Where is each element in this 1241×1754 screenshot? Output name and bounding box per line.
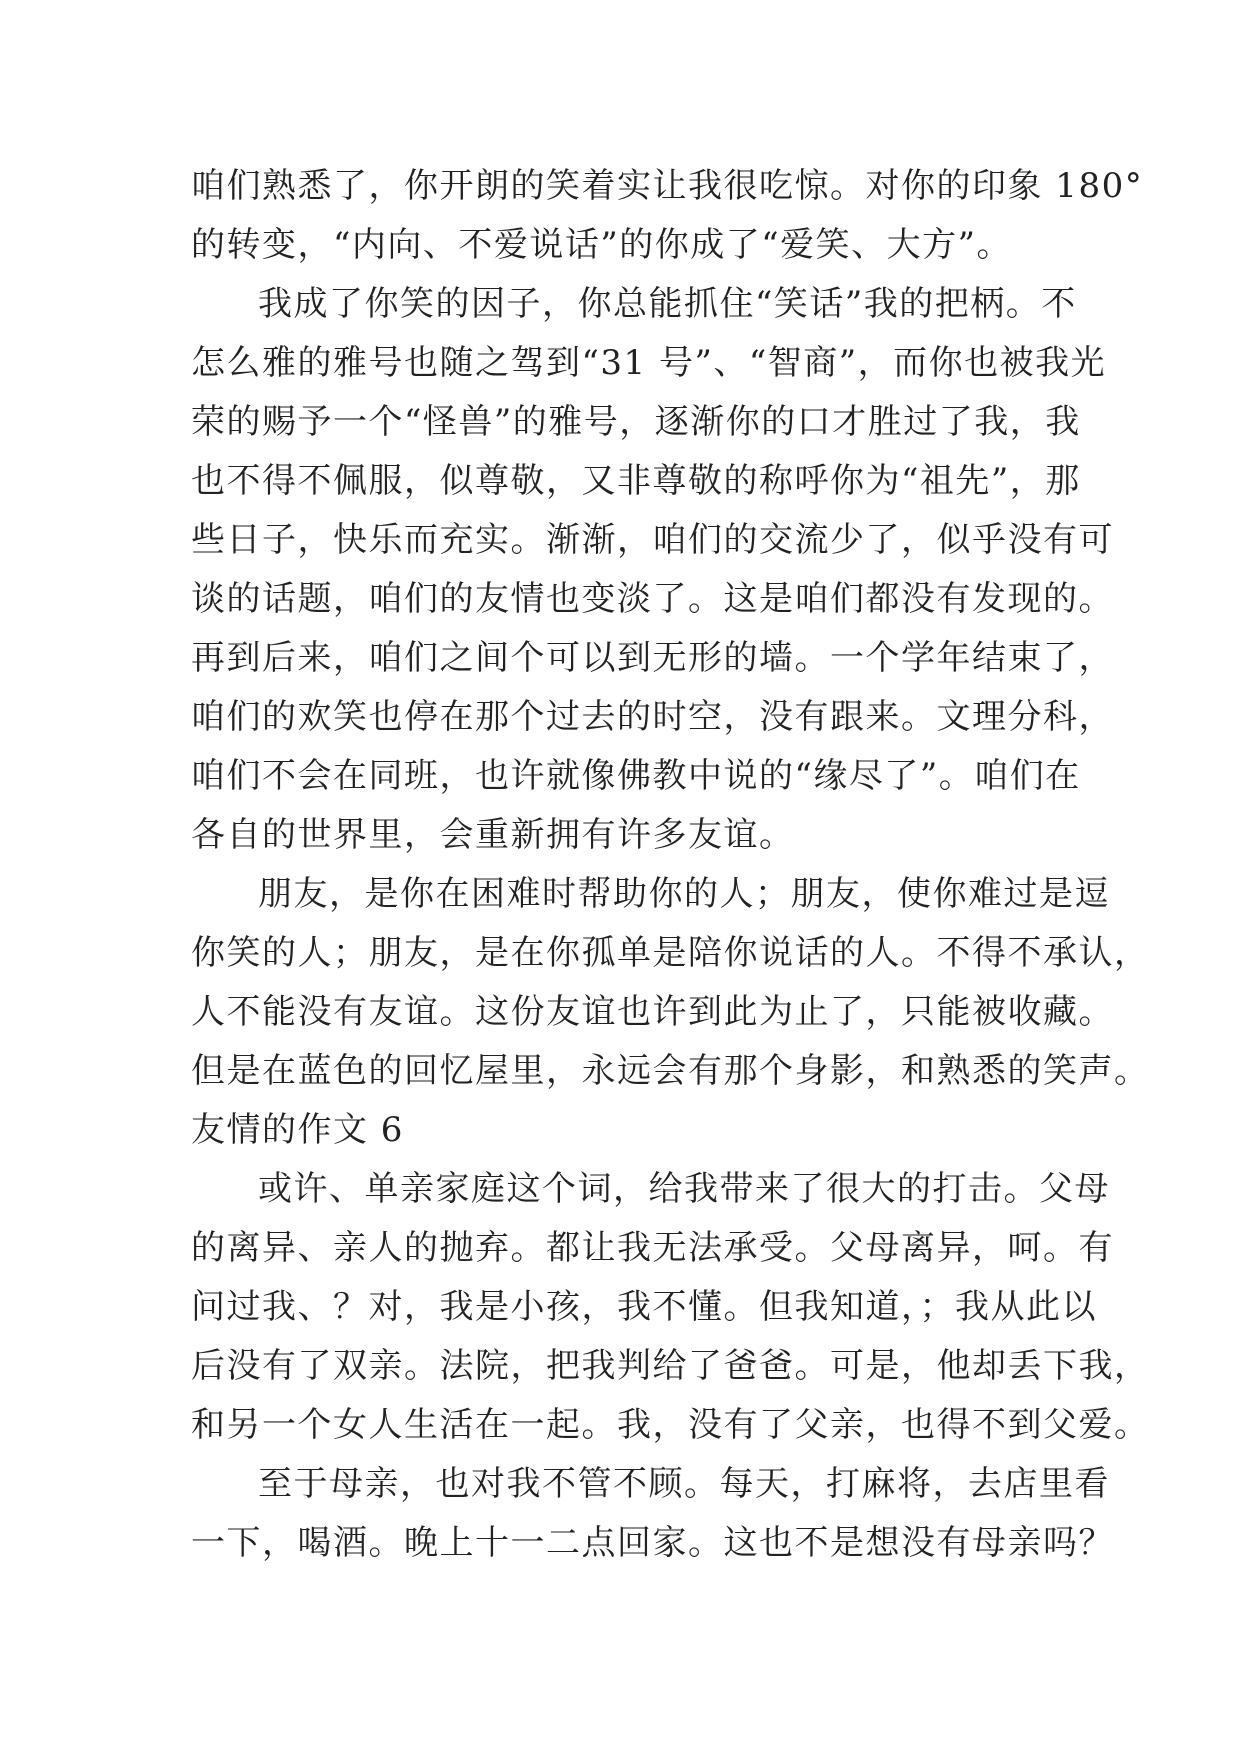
text-line: 咱们不会在同班，也许就像佛教中说的“缘尽了”。咱们在 bbox=[191, 756, 1081, 796]
text-line: 的转变，“内向、不爱说话”的你成了“爱笑、大方”。 bbox=[191, 225, 1013, 265]
text-line: 再到后来，咱们之间个可以到无形的墙。一个学年结束了， bbox=[191, 638, 1114, 678]
text-line: 的离异、亲人的抛弃。都让我无法承受。父母离异，呵。有 bbox=[191, 1228, 1114, 1268]
text-line: 但是在蓝色的回忆屋里，永远会有那个身影，和熟悉的笑声。 bbox=[191, 1051, 1150, 1091]
section-heading: 友情的作文 6 bbox=[191, 1110, 404, 1150]
paragraph-start-line: 至于母亲，也对我不管不顾。每天，打麻将，去店里看 bbox=[258, 1464, 1110, 1504]
text-line: 也不得不佩服，似尊敬，又非尊敬的称呼你为“祖先”，那 bbox=[191, 461, 1081, 501]
text-line: 和另一个女人生活在一起。我，没有了父亲，也得不到父爱。 bbox=[191, 1405, 1150, 1445]
text-line: 各自的世界里，会重新拥有许多友谊。 bbox=[191, 815, 795, 855]
text-line: 问过我、？对，我是小孩，我不懂。但我知道，；我从此以 bbox=[191, 1287, 1097, 1327]
paragraph-start-line: 我成了你笑的因子，你总能抓住“笑话”我的把柄。不 bbox=[258, 284, 1077, 324]
text-line: 谈的话题，咱们的友情也变淡了。这是咱们都没有发现的。 bbox=[191, 579, 1114, 619]
text-line: 荣的赐予一个“怪兽”的雅号，逐渐你的口才胜过了我，我 bbox=[191, 402, 1081, 442]
text-line: 后没有了双亲。法院，把我判给了爸爸。可是，他却丢下我， bbox=[191, 1346, 1150, 1386]
text-line: 一下，喝酒。晚上十一二点回家。这也不是想没有母亲吗？ bbox=[191, 1523, 1114, 1563]
text-line: 些日子，快乐而充实。渐渐，咱们的交流少了，似乎没有可 bbox=[191, 520, 1114, 560]
text-line: 你笑的人；朋友，是在你孤单是陪你说话的人。不得不承认， bbox=[191, 933, 1150, 973]
paragraph-start-line: 或许、单亲家庭这个词，给我带来了很大的打击。父母 bbox=[258, 1169, 1110, 1209]
text-line: 怎么雅的雅号也随之驾到“31 号”、“智商”，而你也被我光 bbox=[191, 343, 1107, 383]
text-line: 人不能没有友谊。这份友谊也许到此为止了，只能被收藏。 bbox=[191, 992, 1114, 1032]
text-line: 咱们熟悉了，你开朗的笑着实让我很吃惊。对你的印象 180° bbox=[191, 166, 1144, 206]
paragraph-start-line: 朋友，是你在困难时帮助你的人；朋友，使你难过是逗 bbox=[258, 874, 1110, 914]
text-line: 咱们的欢笑也停在那个过去的时空，没有跟来。文理分科， bbox=[191, 697, 1114, 737]
